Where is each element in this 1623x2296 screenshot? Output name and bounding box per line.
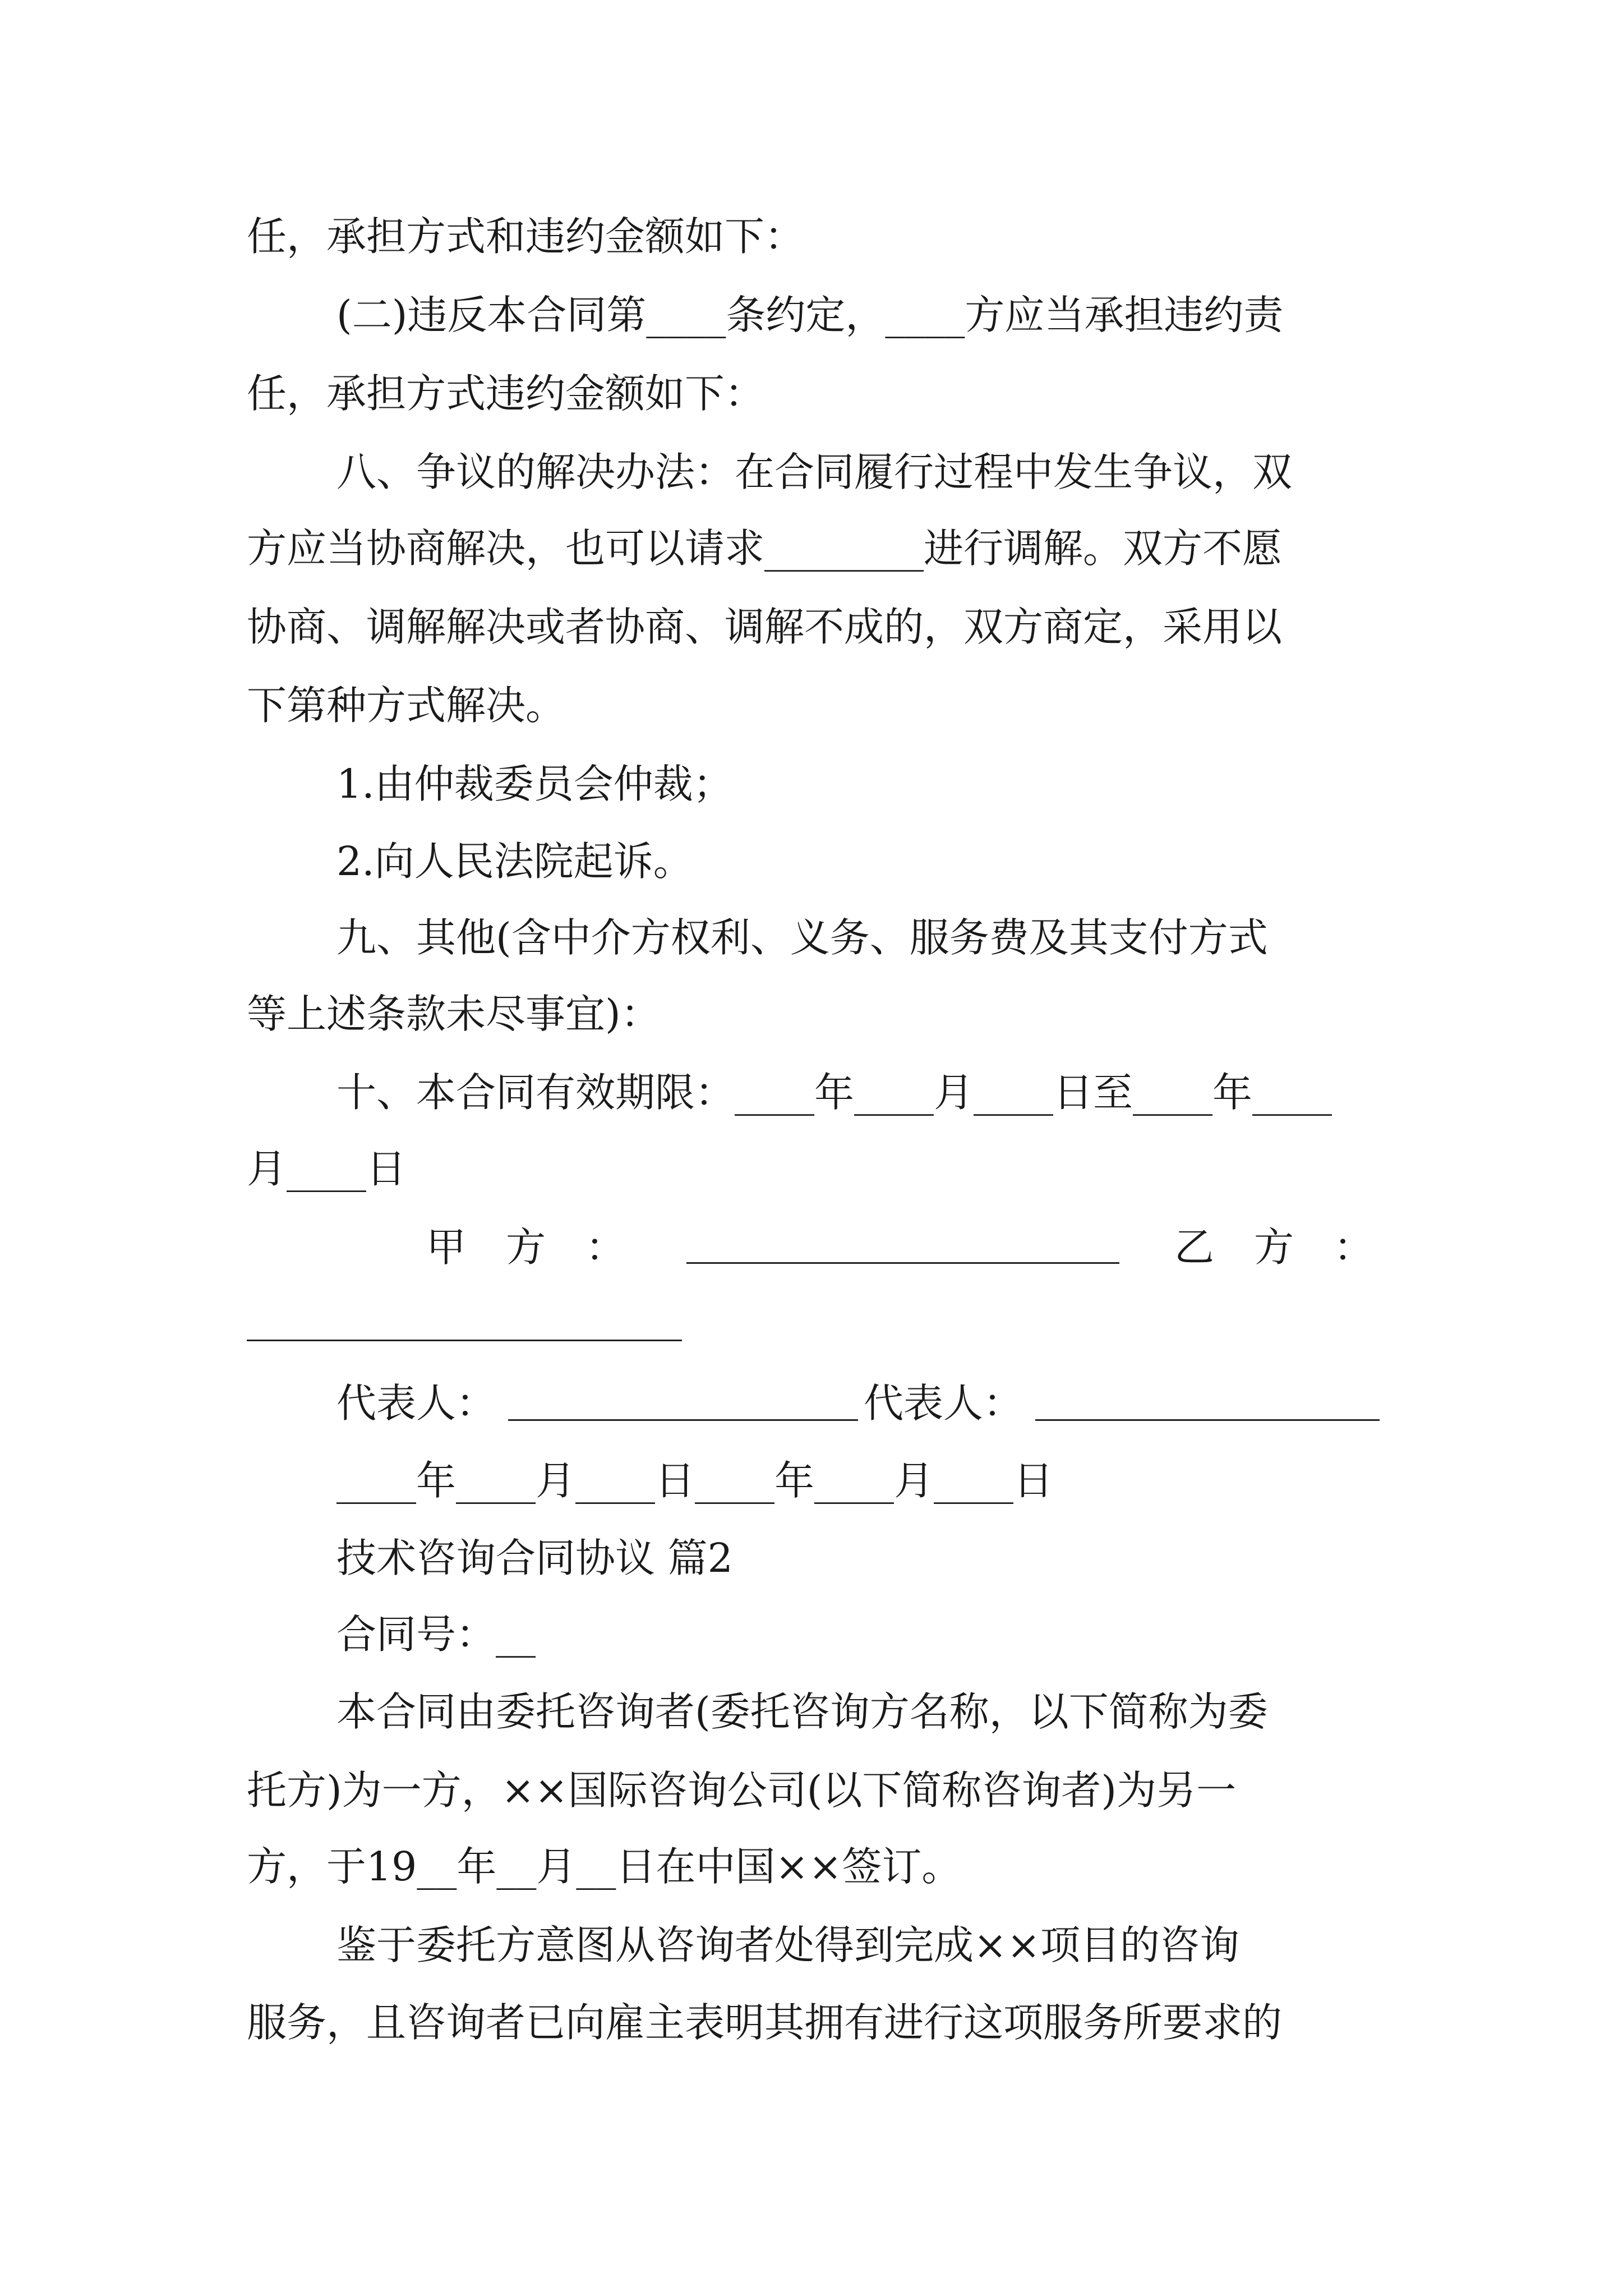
text-line: 方，于19__年__月__日在中国××签订。 [247, 1843, 962, 1890]
text-line: 月____日 [247, 1145, 407, 1192]
party-a-representative-line [508, 1419, 858, 1421]
party-b-representative-label: 代表人： [864, 1380, 1023, 1427]
section-heading: 技术咨询合同协议 篇2 [336, 1535, 733, 1581]
text-line: 方应当协商解决，也可以请求________进行调解。双方不愿 [247, 525, 1283, 572]
text-line: 任，承担方式违约金额如下： [247, 370, 765, 417]
party-a-label: 甲 方 ： [426, 1224, 626, 1271]
text-line: 协商、调解解决或者协商、调解不成的，双方商定，采用以 [247, 604, 1283, 650]
text-line: ____年____月____日____年____月____日 [336, 1457, 1054, 1504]
text-line: 下第种方式解决。 [247, 682, 566, 729]
party-a-signature-line [686, 1262, 1119, 1264]
text-line: 服务，且咨询者已向雇主表明其拥有进行这项服务所要求的 [247, 1999, 1283, 2046]
party-b-representative-line [1035, 1419, 1380, 1421]
party-b-signature-line [247, 1340, 682, 1341]
party-a-representative-label: 代表人： [336, 1380, 496, 1427]
text-line: 本合同由委托咨询者(委托咨询方名称，以下简称为委 [336, 1688, 1268, 1735]
text-line: 任，承担方式和违约金额如下： [247, 213, 805, 260]
text-line: 2.向人民法院起诉。 [336, 838, 693, 885]
text-line: 十、本合同有效期限：____年____月____日至____年____ [336, 1069, 1332, 1116]
text-line: 八、争议的解决办法：在合同履行过程中发生争议，双 [336, 449, 1293, 495]
text-line: 等上述条款未尽事宜)： [247, 991, 661, 1037]
party-b-label: 乙 方 ： [1174, 1224, 1374, 1271]
text-line: (二)违反本合同第____条约定，____方应当承担违约责 [336, 292, 1284, 338]
text-line: 鉴于委托方意图从咨询者处得到完成××项目的咨询 [336, 1922, 1239, 1968]
text-line: 九、其他(含中介方权利、义务、服务费及其支付方式 [336, 914, 1268, 961]
text-line: 1.由仲裁委员会仲裁； [336, 761, 733, 807]
text-line: 托方)为一方，××国际咨询公司(以下简称咨询者)为另一 [247, 1767, 1237, 1814]
text-line: 合同号：__ [336, 1611, 536, 1658]
